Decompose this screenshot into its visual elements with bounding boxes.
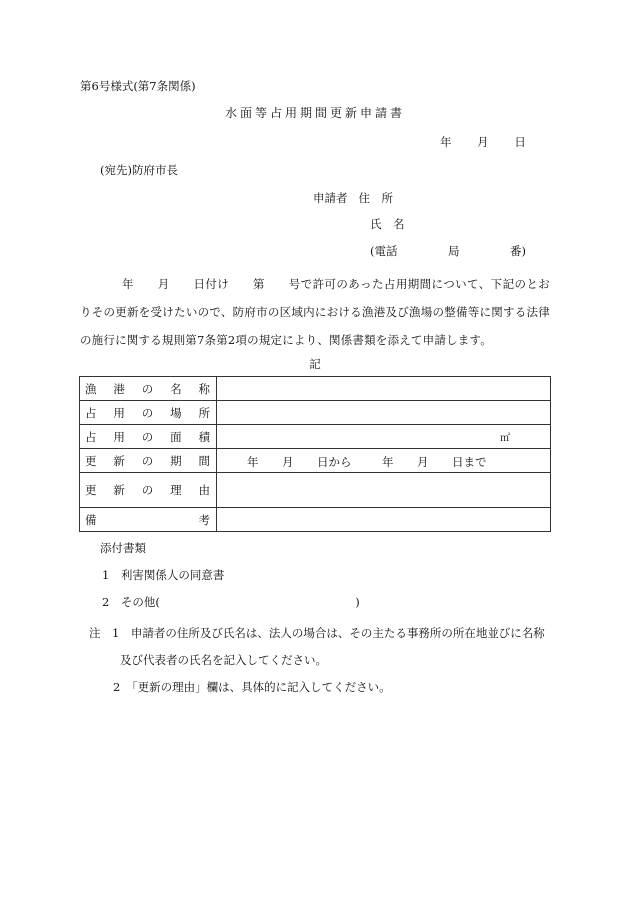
address-label: 住 所 (358, 191, 393, 205)
remarks-field[interactable] (217, 508, 551, 532)
period-field[interactable] (217, 449, 551, 473)
table-row (80, 449, 551, 473)
phone-line (370, 243, 526, 259)
phone-number: 番) (510, 244, 526, 258)
area-field[interactable] (217, 425, 551, 449)
port-name-field[interactable] (217, 377, 551, 401)
row-label-area: 占 用 の 面 積 (80, 425, 217, 449)
table-row (80, 401, 551, 425)
body-paragraph (80, 270, 550, 354)
applicant-label: 申請者 (313, 191, 348, 205)
name-label: 氏 名 (370, 217, 405, 231)
table-row (80, 377, 551, 401)
attachment-item-2: 2 その他( ) (102, 595, 360, 609)
document-title: 水面等占用期間更新申請書 (224, 106, 405, 120)
table-row (80, 473, 551, 508)
row-label-reason: 更 新 の 理 由 (80, 473, 217, 508)
location-field[interactable] (217, 401, 551, 425)
table-row (80, 425, 551, 449)
row-label-port-name: 漁 港 の 名 称 (80, 377, 217, 401)
details-table (79, 376, 551, 532)
date-day: 日 (514, 135, 526, 149)
date-year: 年 (440, 135, 452, 149)
form-number: 第6号様式(第7条関係) (80, 79, 196, 93)
note-1-continued: 及び代表者の氏名を記入してください。 (120, 653, 327, 667)
row-label-location: 占 用 の 場 所 (80, 401, 217, 425)
row-label-remarks: 備 考 (80, 508, 217, 532)
date-month: 月 (477, 135, 489, 149)
phone-open: (電話 (370, 244, 398, 258)
note-1: 注 1 申請者の住所及び氏名は、法人の場合は、その主たる事務所の所在地並びに名称 (89, 626, 545, 640)
applicant-address-line (313, 190, 393, 206)
table-row (80, 508, 551, 532)
square-meter-unit: ㎡ (500, 433, 510, 444)
note-2: 2 「更新の理由」欄は、具体的に記入してください。 (113, 680, 391, 694)
attachments-title: 添付書類 (100, 541, 146, 555)
period-text: 年 月 日から 年 月 日まで (247, 455, 487, 469)
phone-exchange: 局 (448, 244, 460, 258)
ki-heading: 記 (309, 357, 321, 371)
addressee: (宛先)防府市長 (100, 163, 178, 177)
date-line (440, 134, 546, 150)
row-label-period: 更 新 の 期 間 (80, 449, 217, 473)
body-text: 年 月 日付け 第 号で許可のあった占用期間について、下記のとおりその更新を受けたいので、防府市の区域内における漁港及び漁場の整備等に関する法律の施行に関する規則第7条第2項の規定により、関係書類を添えて申請します。 (80, 277, 550, 347)
reason-field[interactable] (217, 473, 551, 508)
attachment-item-1: 1 利害関係人の同意書 (102, 568, 225, 582)
